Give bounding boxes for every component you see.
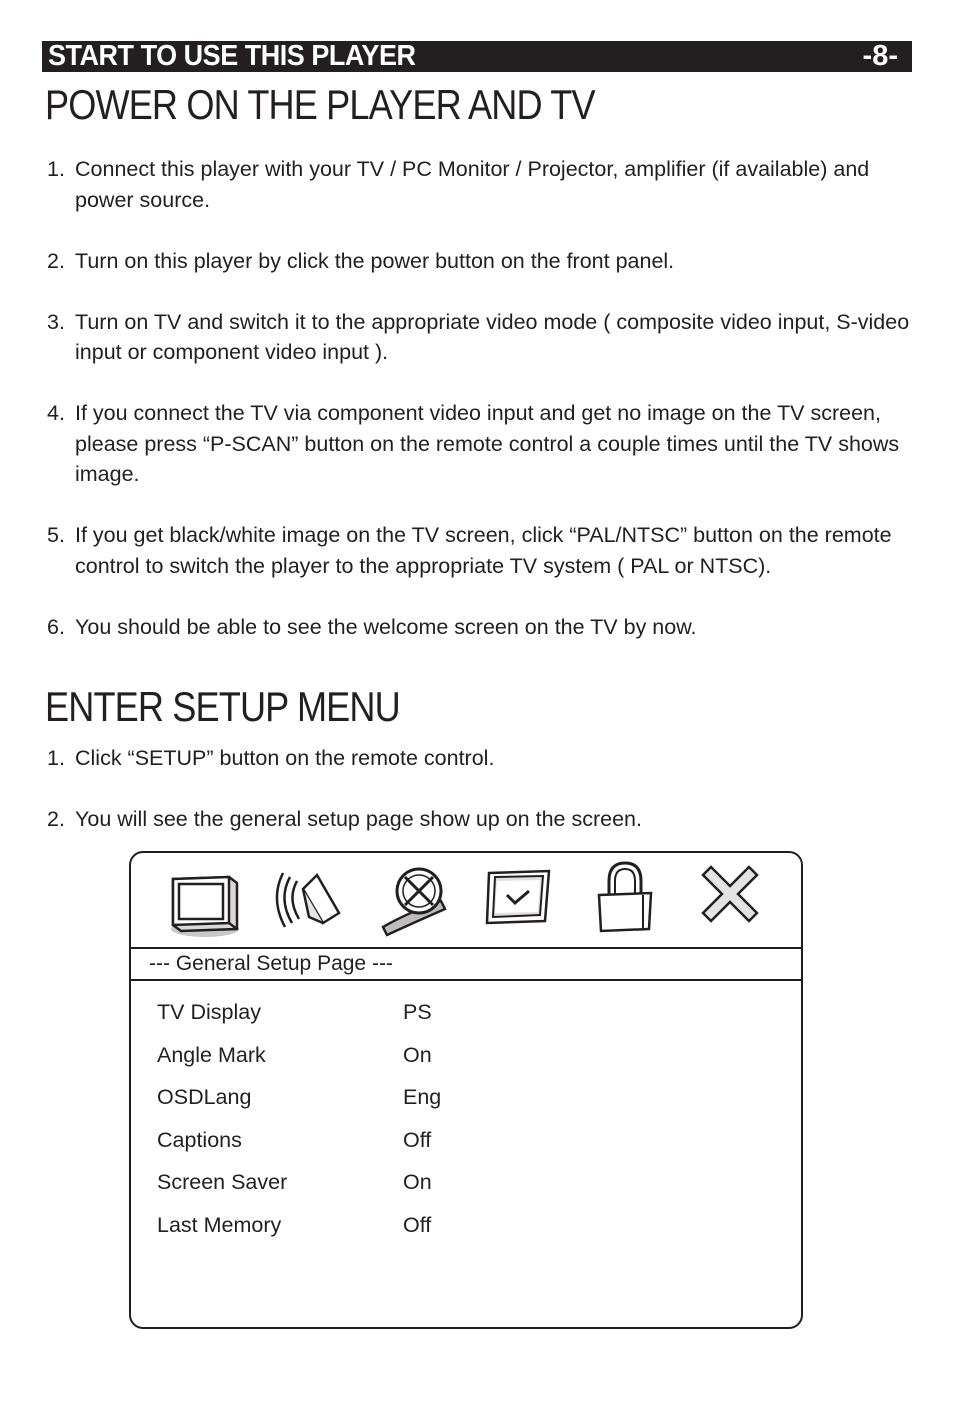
step-text: Turn on TV and switch it to the appropriate video mode ( composite video input, S-video input or component video input ). — [75, 309, 910, 364]
step-number: 6. — [47, 614, 65, 639]
setting-name: Angle Mark — [157, 1042, 266, 1067]
setting-row[interactable] — [157, 1082, 757, 1125]
step-item — [47, 612, 927, 643]
step-item — [47, 154, 927, 215]
setting-row[interactable] — [157, 1167, 757, 1210]
setting-value: Off — [403, 1127, 432, 1152]
step-number: 2. — [47, 248, 65, 273]
section-title-power-on: POWER ON THE PLAYER AND TV — [45, 81, 595, 128]
step-number: 1. — [47, 746, 65, 770]
lock-icon[interactable] — [593, 859, 657, 935]
setup-menu-screen — [129, 851, 803, 1329]
step-number: 1. — [47, 157, 65, 181]
setting-name: Screen Saver — [157, 1170, 288, 1194]
page-title: --- General Setup Page --- — [149, 952, 393, 975]
setting-row[interactable] — [157, 1040, 757, 1083]
general-setup-page-bar — [131, 947, 801, 981]
setting-row[interactable] — [157, 1210, 757, 1253]
setting-row[interactable] — [157, 1125, 757, 1168]
setup-steps — [47, 743, 927, 865]
header-bar — [42, 41, 912, 72]
step-text: Click “SETUP” button on the remote control. — [75, 746, 495, 770]
step-number: 2. — [47, 807, 65, 831]
header-title: START TO USE THIS PLAYER — [48, 40, 416, 72]
step-item — [47, 520, 927, 581]
disc-icon[interactable] — [379, 867, 453, 939]
close-x-icon[interactable] — [699, 863, 761, 925]
step-number: 3. — [47, 309, 65, 334]
setup-settings-list — [157, 997, 757, 1252]
setting-name: Last Memory — [157, 1212, 282, 1237]
tv-icon[interactable] — [167, 863, 245, 941]
setting-value: Eng — [403, 1085, 442, 1109]
step-text: You should be able to see the welcome screen on the TV by now. — [75, 614, 697, 639]
setting-value: PS — [403, 1000, 432, 1024]
section-title-setup-menu: ENTER SETUP MENU — [45, 683, 400, 730]
setting-value: On — [403, 1042, 432, 1067]
setting-value: Off — [403, 1212, 432, 1237]
step-text: Turn on this player by click the power button on the front panel. — [75, 248, 675, 273]
setting-value: On — [403, 1170, 432, 1194]
setting-name: OSDLang — [157, 1085, 252, 1109]
speaker-icon[interactable] — [273, 867, 343, 937]
step-text: Connect this player with your TV / PC Monitor / Projector, amplifier (if available) and power source. — [75, 157, 870, 212]
step-item — [47, 307, 927, 368]
power-on-steps — [47, 154, 927, 673]
step-text: If you get black/white image on the TV screen, click “PAL/NTSC” button on the remote control to switch the player to the appropriate TV system ( PAL or NTSC). — [75, 523, 892, 578]
step-number: 5. — [47, 523, 65, 547]
step-text: If you connect the TV via component video input and get no image on the TV screen, please press “P-SCAN” button on the remote control a couple times until the TV shows image. — [75, 401, 900, 486]
setting-name: Captions — [157, 1127, 242, 1152]
setting-name: TV Display — [157, 1000, 261, 1024]
page-number: -8- — [862, 40, 898, 72]
step-item — [47, 804, 927, 835]
step-number: 4. — [47, 401, 65, 425]
step-item — [47, 246, 927, 277]
step-item — [47, 743, 927, 774]
setting-row[interactable] — [157, 997, 757, 1040]
step-item — [47, 398, 927, 490]
checkbox-icon[interactable] — [483, 867, 553, 929]
step-text: You will see the general setup page show up on the screen. — [75, 807, 642, 831]
setup-icon-row — [131, 853, 801, 947]
